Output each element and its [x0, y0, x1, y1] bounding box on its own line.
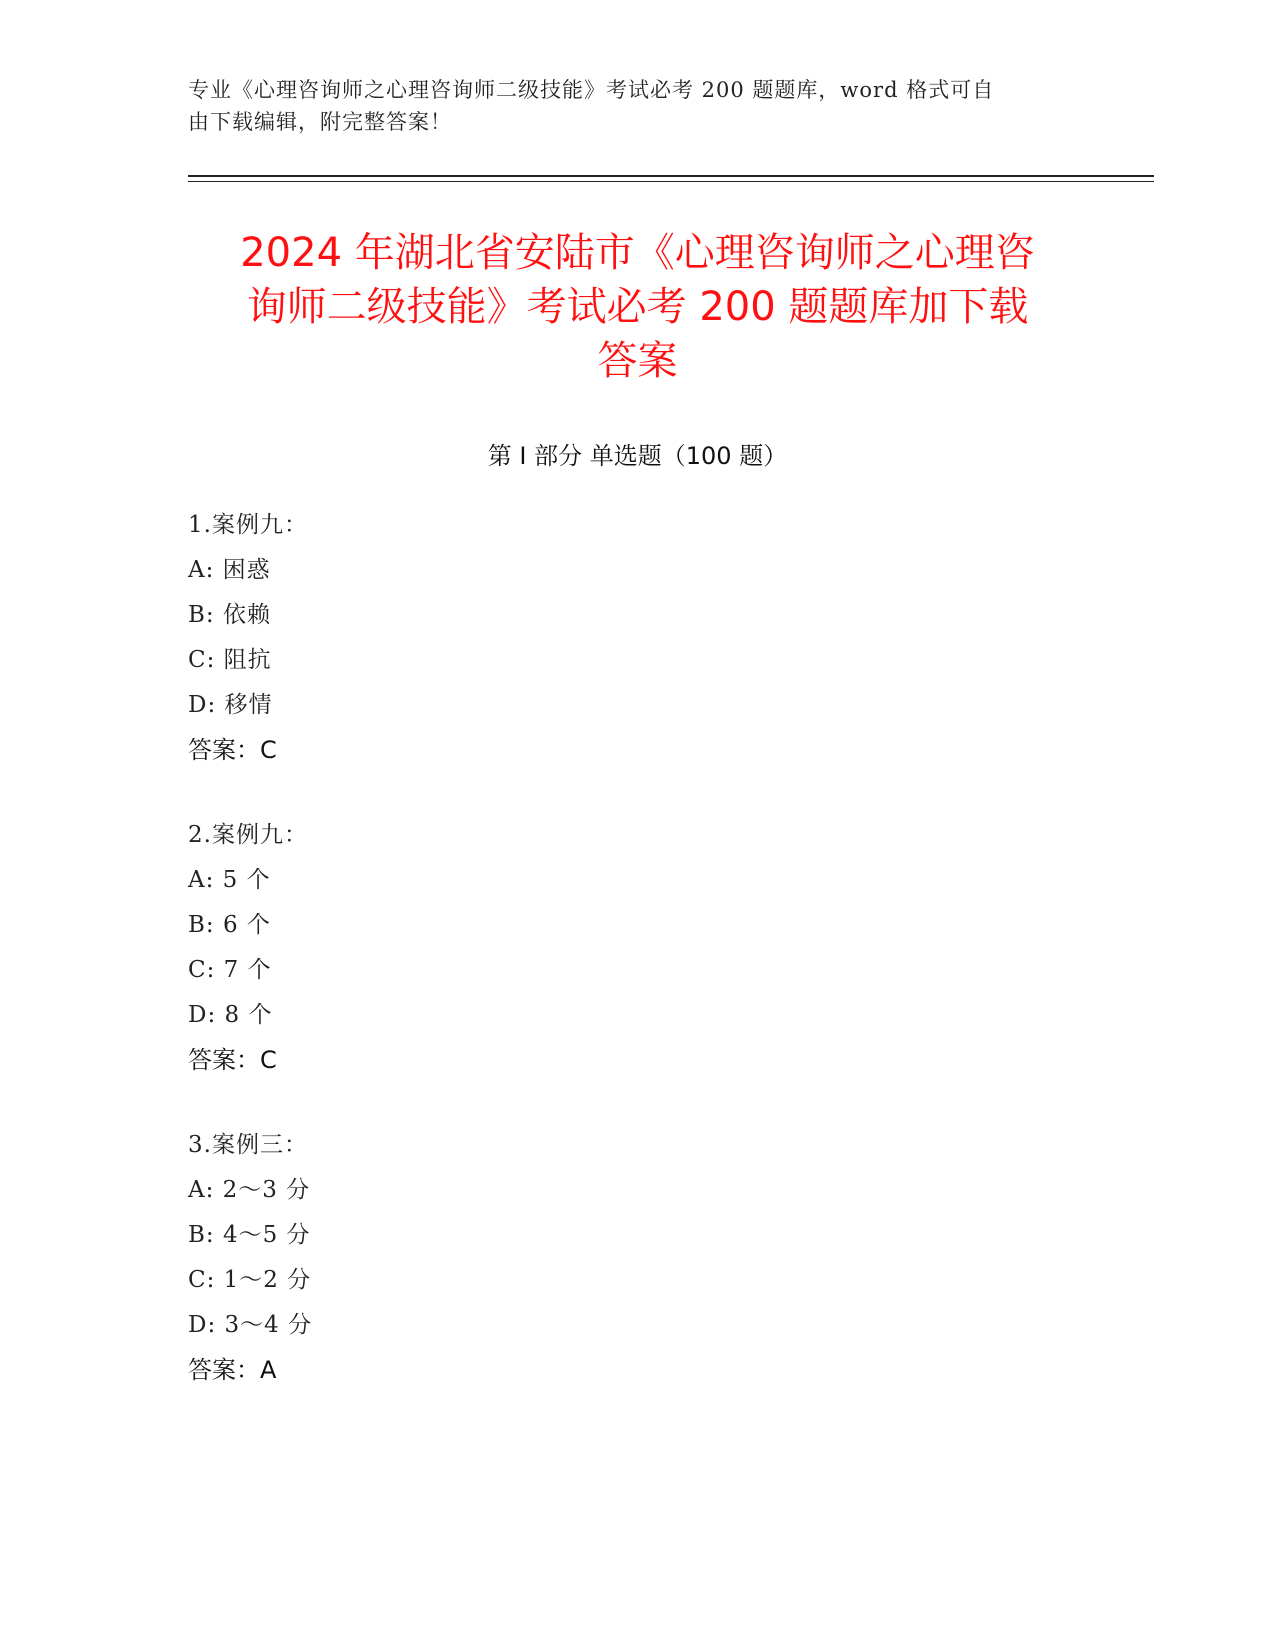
answer-line: 答案：A — [188, 1356, 277, 1384]
question-stem: 2.案例九： — [188, 822, 308, 848]
option-b: B: 6 个 — [188, 912, 271, 938]
question-item — [188, 503, 888, 773]
question-item — [188, 813, 888, 1083]
question-stem: 1.案例九： — [188, 512, 308, 538]
question-stem: 3.案例三： — [188, 1132, 308, 1158]
option-b: B: 依赖 — [188, 602, 271, 628]
option-a: A: 2～3 分 — [188, 1177, 311, 1203]
option-d: D: 8 个 — [188, 1002, 273, 1028]
answer-line: 答案：C — [188, 1046, 277, 1074]
option-a: A: 5 个 — [188, 867, 271, 893]
option-c: C: 1～2 分 — [188, 1267, 312, 1293]
option-c: C: 阻抗 — [188, 647, 272, 673]
question-item — [188, 1123, 888, 1393]
title-line: 2024 年湖北省安陆市《心理咨询师之心理咨 — [240, 230, 1035, 276]
option-d: D: 3～4 分 — [188, 1312, 313, 1338]
option-a: A: 困惑 — [188, 557, 271, 583]
header-divider-thin — [188, 181, 1154, 182]
answer-line: 答案：C — [188, 736, 277, 764]
document-title — [150, 226, 1125, 388]
option-d: D: 移情 — [188, 692, 273, 718]
header-divider-thick — [188, 175, 1154, 177]
header-note-line: 由下载编辑，附完整答案！ — [188, 110, 452, 134]
section-heading: 第 I 部分 单选题（100 题） — [487, 442, 788, 470]
title-line: 询师二级技能》考试必考 200 题题库加下载 — [246, 284, 1029, 330]
header-note — [188, 74, 1088, 138]
option-c: C: 7 个 — [188, 957, 272, 983]
header-note-line: 专业《心理咨询师之心理咨询师二级技能》考试必考 200 题题库，word 格式可自 — [188, 78, 995, 102]
option-b: B: 4～5 分 — [188, 1222, 311, 1248]
title-line: 答案 — [597, 338, 678, 384]
